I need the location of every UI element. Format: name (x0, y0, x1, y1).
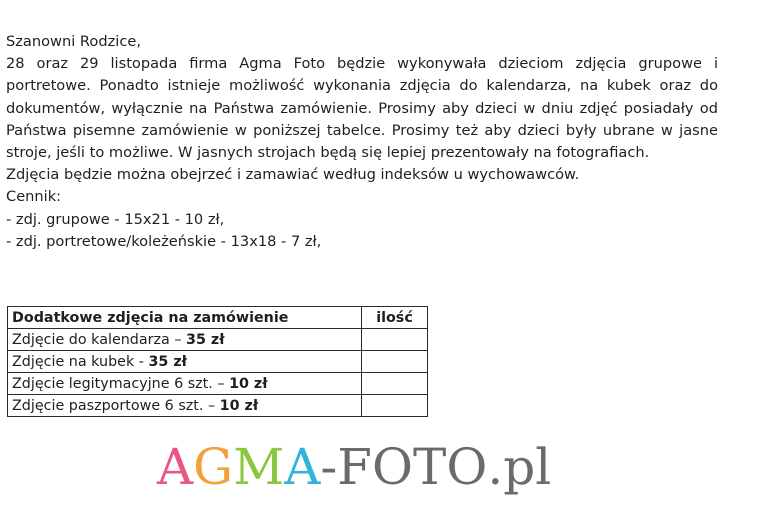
agma-foto-logo (157, 437, 551, 497)
header-quantity: ilość (362, 307, 428, 329)
row-price: 35 zł (148, 353, 187, 370)
logo-letter: O (371, 438, 413, 496)
logo-letter: M (233, 438, 285, 496)
order-table (7, 306, 428, 417)
logo-letter: F (337, 438, 372, 496)
header-extra-photos: Dodatkowe zdjęcia na zamówienie (8, 307, 362, 329)
row-price: 10 zł (229, 375, 268, 392)
table-row (8, 351, 428, 373)
table-row (8, 373, 428, 395)
row-price: 10 zł (219, 397, 259, 414)
logo-letter: p (503, 438, 536, 496)
quantity-cell[interactable] (362, 373, 428, 395)
row-price: 35 zł (186, 331, 225, 348)
table-row (8, 329, 428, 351)
row-label: Zdjęcie na kubek - 35 zł (8, 351, 362, 373)
logo-letter: G (193, 438, 234, 496)
main-paragraph: 28 oraz 29 listopada firma Agma Foto będzie wykonywała dzieciom zdjęcia grupowe i portretowe. Ponadto istnieje możliwość wykonania zdjęcia do kalendarza, na kubek oraz do dokumentów, wyłącznie na Państwa zamówienie. Prosimy aby dzieci w dniu zdjęć posiadały od Państwa pisemne zamówienie w poniższej tabelce. Prosimy też aby dzieci były ubrane w jasne stroje, jeśli to możliwe. W jasnych strojach będą się lepiej prezentowały na fotografiach. (6, 55, 718, 162)
price-heading: Cennik: (6, 188, 62, 206)
logo-letter: A (284, 438, 321, 496)
logo-letter: . (487, 438, 504, 496)
greeting: Szanowni Rodzice, (6, 33, 141, 50)
table-header-row (8, 307, 428, 329)
quantity-cell[interactable] (362, 329, 428, 351)
logo-letter: O (446, 438, 488, 496)
table-row (8, 395, 428, 417)
logo-letter: T (412, 438, 447, 496)
quantity-cell[interactable] (362, 351, 428, 373)
price-item-portrait: - zdj. portretowe/koleżeńskie - 13x18 - 7 zł, (6, 232, 322, 250)
quantity-cell[interactable] (362, 395, 428, 417)
row-label: Zdjęcie legitymacyjne 6 szt. – 10 zł (8, 373, 362, 395)
price-item-group: - zdj. grupowe - 15x21 - 10 zł, (6, 210, 225, 228)
logo-letter: l (535, 438, 552, 496)
letter-body (6, 31, 718, 253)
row-label: Zdjęcie do kalendarza – 35 zł (8, 329, 362, 351)
row-label: Zdjęcie paszportowe 6 szt. – 10 zł (8, 395, 362, 417)
logo-letter: - (320, 438, 338, 496)
viewing-info: Zdjęcia będzie można obejrzeć i zamawiać według indeksów u wychowawców. (6, 166, 580, 184)
logo-letter: A (157, 438, 194, 496)
